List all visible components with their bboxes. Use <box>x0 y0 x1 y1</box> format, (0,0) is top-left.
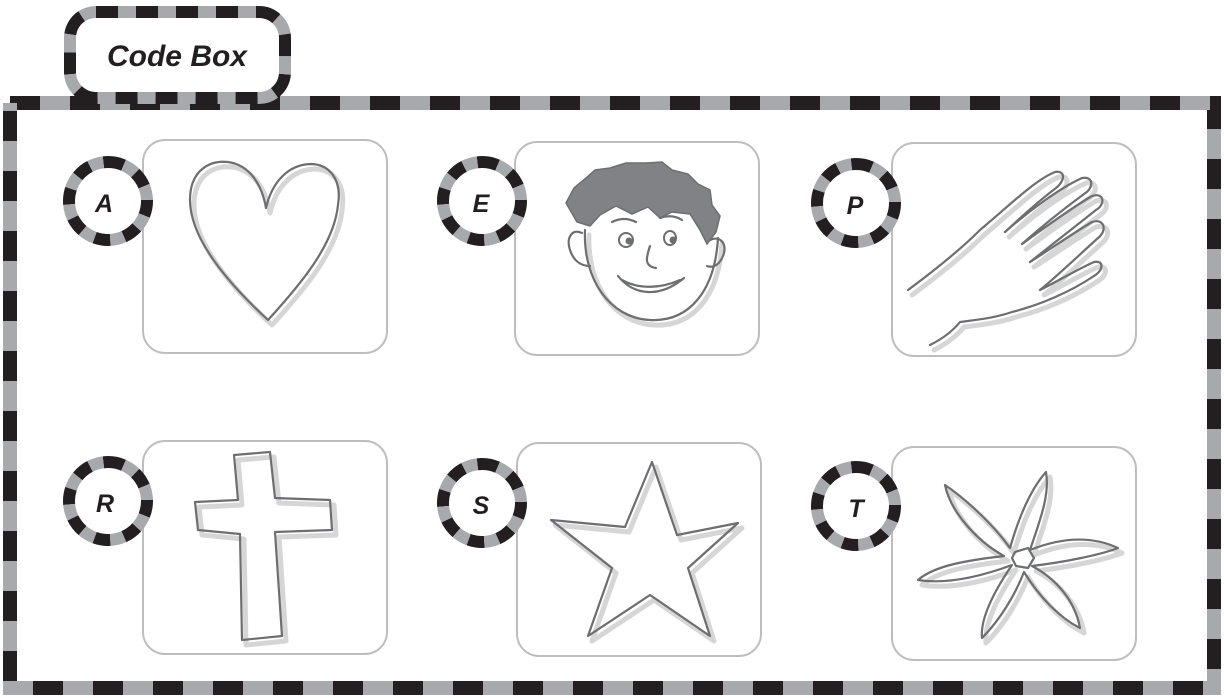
card-cross <box>143 441 387 654</box>
card-star <box>517 443 761 656</box>
letter-badge-r <box>69 462 147 540</box>
letter-s: S <box>472 492 490 520</box>
letter-badge-a <box>69 162 147 240</box>
code-box-title-tab <box>70 12 285 98</box>
card-hand <box>892 143 1136 356</box>
letter-t: T <box>848 495 864 523</box>
letter-a: A <box>94 190 114 218</box>
letter-badge-s <box>443 464 521 542</box>
letter-r: R <box>95 490 115 518</box>
letter-badge-e <box>443 162 521 240</box>
letter-p: P <box>846 192 864 220</box>
letter-badge-p <box>817 164 895 242</box>
page-title: Code Box <box>106 40 248 73</box>
letter-badge-t <box>817 467 895 545</box>
letter-e: E <box>472 190 490 218</box>
